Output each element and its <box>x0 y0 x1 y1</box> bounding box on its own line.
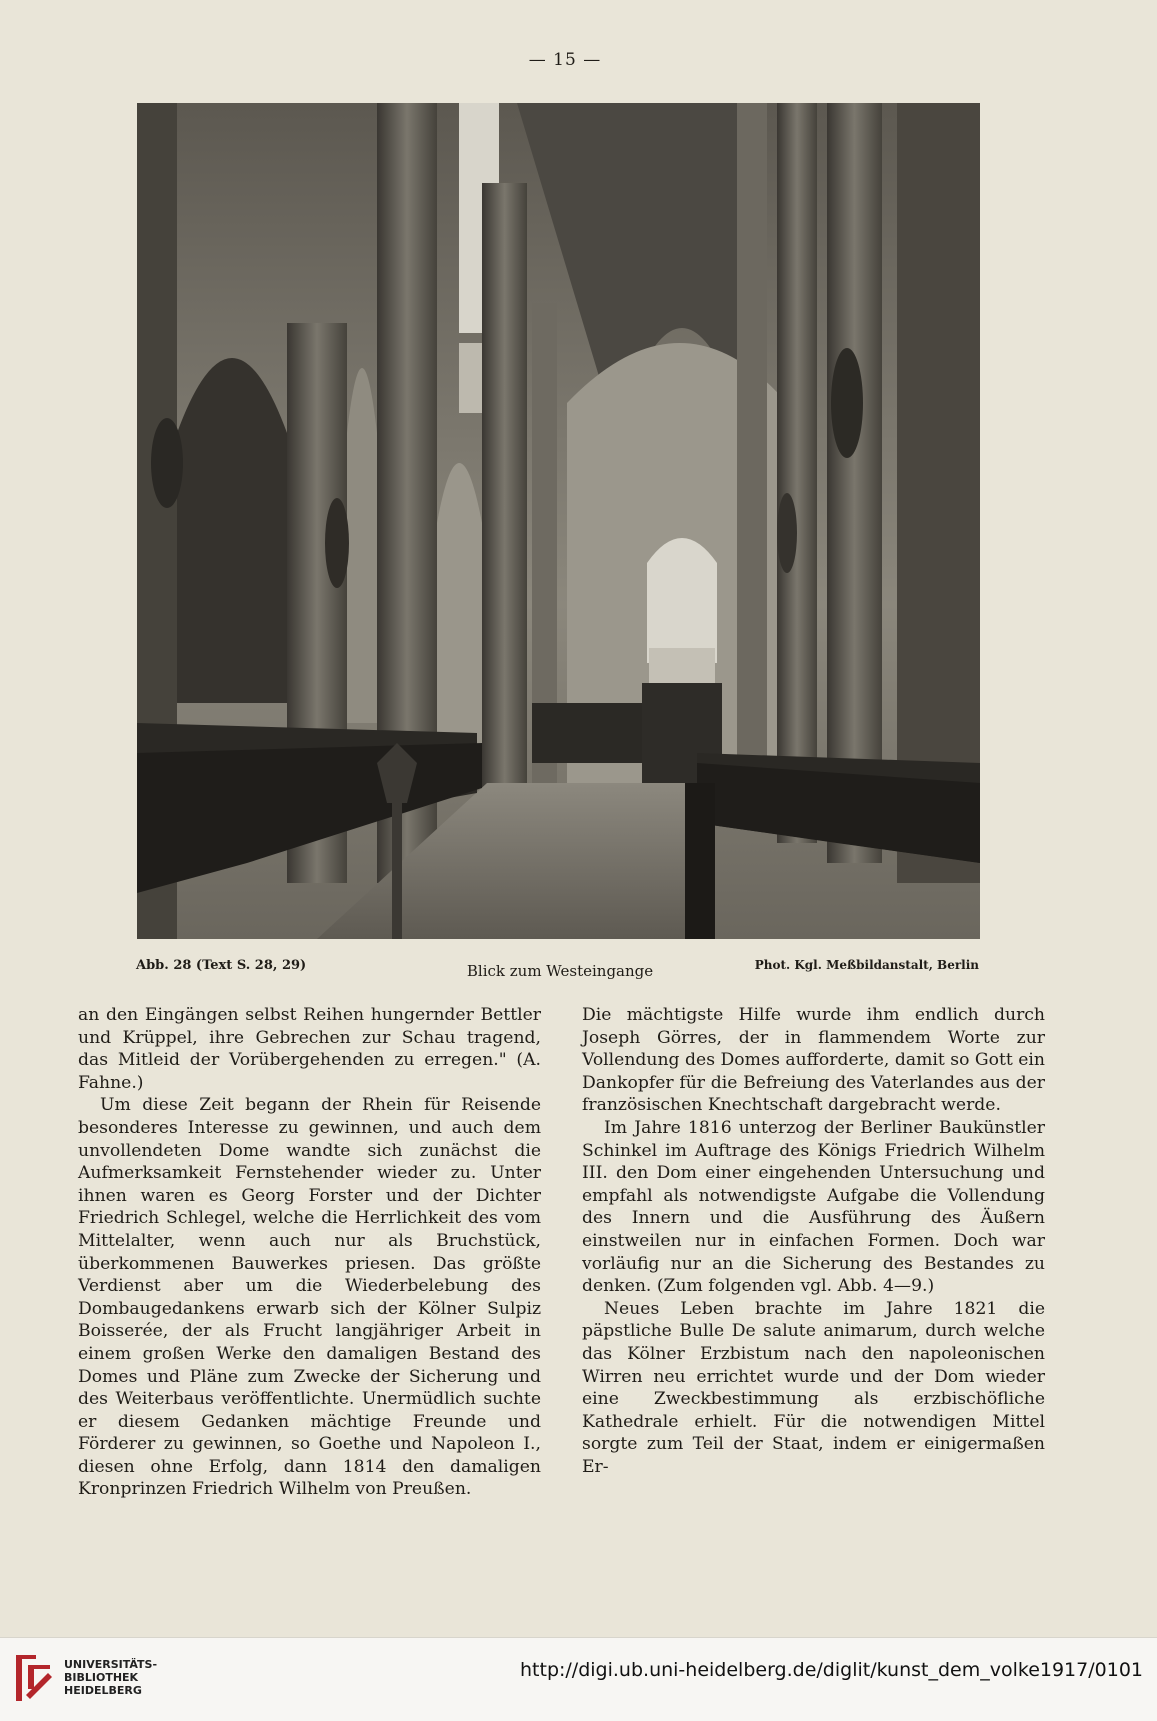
source-url-link[interactable]: http://digi.ub.uni-heidelberg.de/diglit/kunst_dem_volke1917/0101 <box>520 1659 1143 1681</box>
cathedral-photo <box>137 103 980 939</box>
left-text-column <box>78 1004 541 1501</box>
paragraph: Neues Leben brachte im Jahre 1821 die päpstliche Bulle De salute animarum, durch welche das Kölner Erzbistum nach den napoleonischen Wirren neu errichtet wurde und der Dom wieder eine Zweckbestimmung als erzbischöfliche Kathedrale erhielt. Für die notwendigen Mittel sorgte zum Teil der Staat, indem er einigermaßen Er- <box>582 1298 1045 1477</box>
paragraph: Die mächtigste Hilfe wurde ihm endlich durch Joseph Görres, der in flammendem Worte zur Vollendung des Domes aufforderte, damit so Gott ein Dankopfer für die Befreiung des Vaterlandes aus der französischen Knechtschaft dargebracht werde. <box>582 1005 1045 1116</box>
paragraph: an den Eingängen selbst Reihen hungernder Bettler und Krüppel, ihre Gebrechen zur Schau tragend, das Mitleid der Vorübergehenden zu erregen." (A. Fahne.) <box>78 1005 541 1093</box>
figure-number-caption: Abb. 28 (Text S. 28, 29) <box>136 958 307 973</box>
photo-credit: Phot. Kgl. Meßbildanstalt, Berlin <box>754 958 979 972</box>
paragraph: Im Jahre 1816 unterzog der Berliner Baukünstler Schinkel im Auftrage des Königs Friedrich Wilhelm III. den Dom einer eingehenden Untersuchung und empfahl als notwendigste Aufgabe die Vollendung des Innern und die Ausführung des Äußern einstweilen nur in einfachen Formen. Doch war vorläufig nur an die Sicherung des Bestandes zu denken. (Zum folgenden vgl. Abb. 4—9.) <box>582 1117 1045 1297</box>
library-name: UNIVERSITÄTS- BIBLIOTHEK HEIDELBERG <box>64 1658 158 1697</box>
page-number: — 15 — <box>528 50 602 70</box>
paragraph: Um diese Zeit begann der Rhein für Reisende besonderes Interesse zu gewinnen, und auch dem unvollendeten Dome wandte sich zunächst die Aufmerksamkeit Fernstehender wieder zu. Unter ihnen waren es Georg Forster und der Dichter Friedrich Schlegel, welche die Herrlichkeit des vom Mittelalter, wenn auch nur als Bruchstück, überkommenen Bauwerkes priesen. Das größte Verdienst aber um die Wiederbelebung des Dombaugedankens erwarb sich der Kölner Sulpiz Boisserée, der als Frucht langjähriger Arbeit in einem großen Werke den damaligen Bestand des Domes und Pläne zum Zwecke der Sicherung und des Weiterbaus veröffentlichte. Unermüdlich suchte er diesem Gedanken mächtige Freunde und Förderer zu gewinnen, so Goethe und Napoleon I., diesen ohne Erfolg, dann 1814 den damaligen Kronprinzen Friedrich Wilhelm von Preußen. <box>78 1095 541 1500</box>
footer-bar <box>0 1637 1157 1721</box>
library-logo-icon[interactable] <box>12 1649 56 1711</box>
figure-title-caption: Blick zum Westeingange <box>466 962 654 980</box>
right-text-column <box>582 1004 1045 1478</box>
